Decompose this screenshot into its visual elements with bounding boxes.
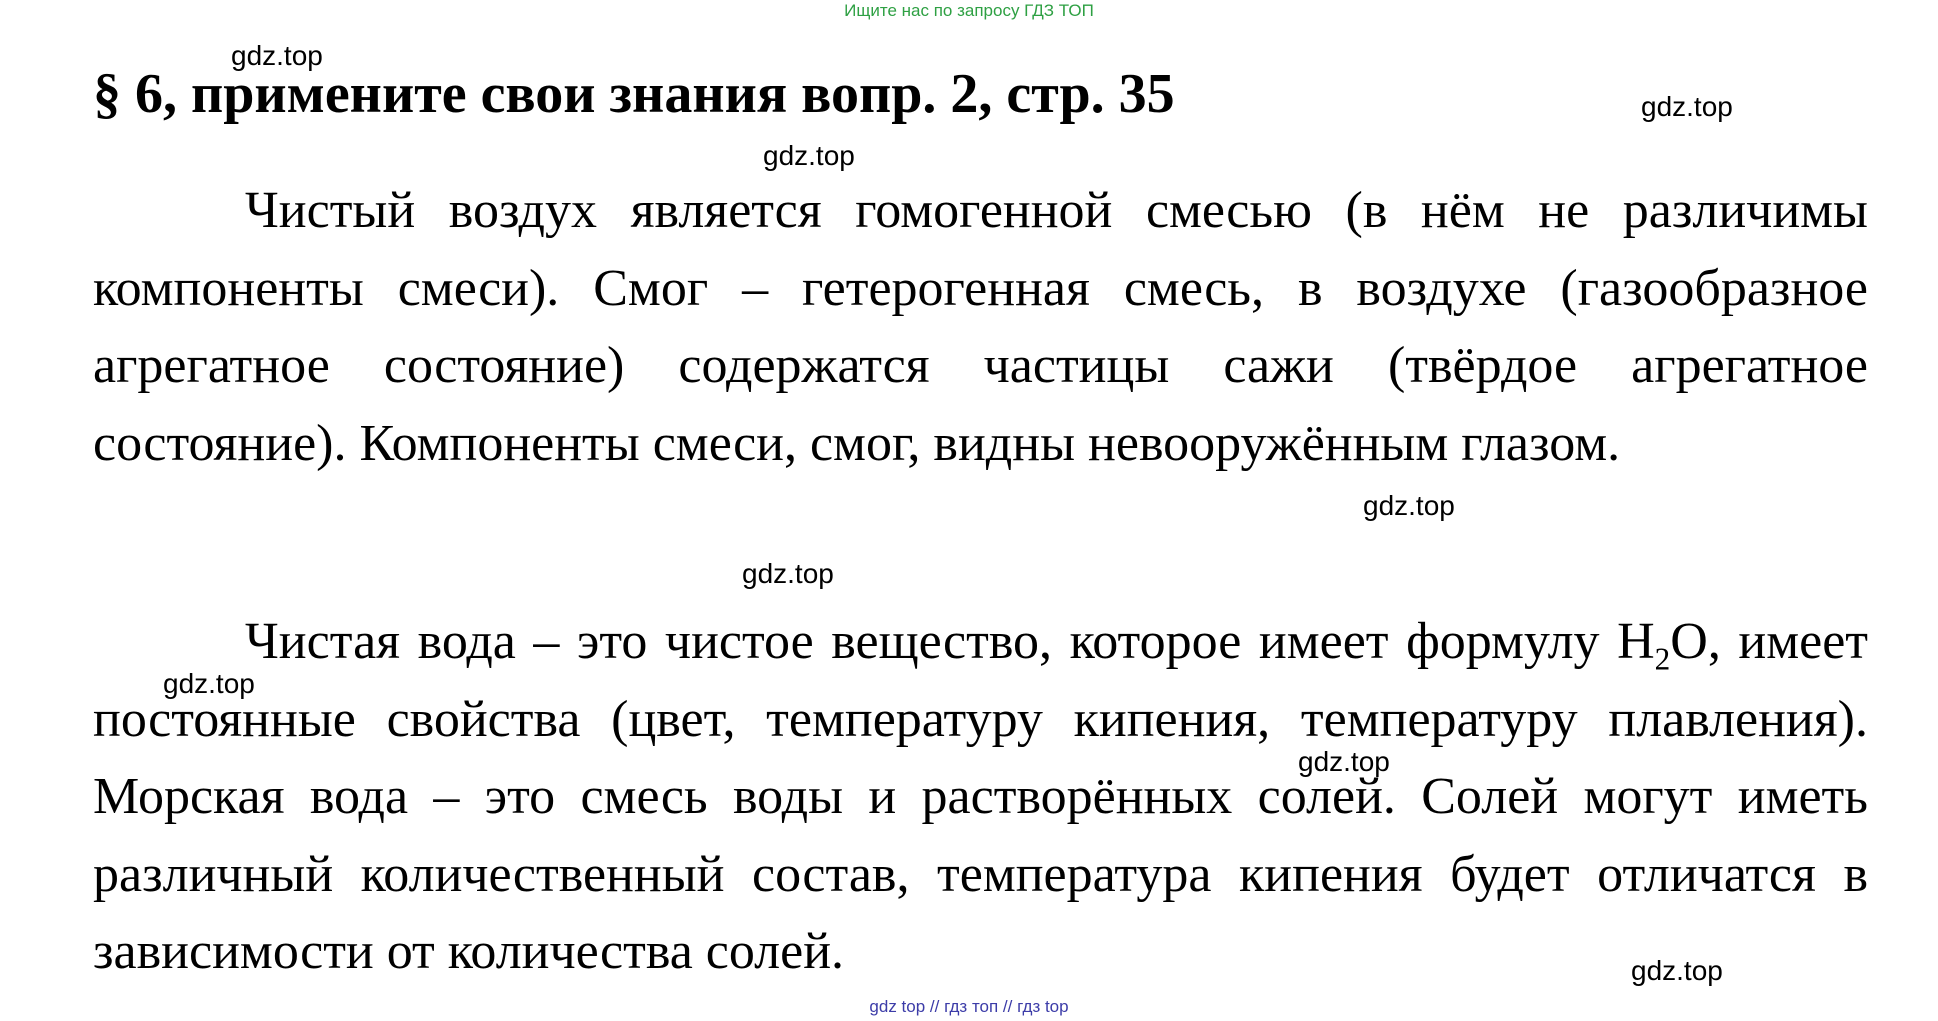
formula-subscript: 2 bbox=[1654, 641, 1671, 677]
watermark: gdz.top bbox=[1298, 746, 1390, 777]
watermark: gdz.top bbox=[742, 558, 834, 589]
watermark: gdz.top bbox=[1363, 490, 1455, 521]
page-title: § 6, примените свои знания вопр. 2, стр. 35 bbox=[93, 63, 1175, 125]
footer-watermark: gdz top // гдз топ // гдз top bbox=[869, 997, 1069, 1016]
watermark: gdz.top bbox=[1631, 955, 1723, 986]
watermark: gdz.top bbox=[763, 140, 855, 171]
watermark: gdz.top bbox=[1641, 91, 1733, 122]
watermark: gdz.top bbox=[163, 668, 255, 699]
answer-paragraph-2 bbox=[93, 603, 1868, 991]
paragraph-2-text-start: Чистая вода – это чистое вещество, которое имеет формулу H bbox=[245, 613, 1655, 670]
paragraph-2-text-end: O, имеет постоянные свойства (цвет, температуру кипения, температуру плавления). Морская вода – это смесь воды и растворённых солей. Солей могут иметь различный количественный состав, температура кипения будет отличатся в зависимости от количества солей. bbox=[93, 613, 1869, 980]
top-banner: Ищите нас по запросу ГДЗ ТОП bbox=[844, 1, 1094, 20]
watermark: gdz.top bbox=[231, 40, 323, 71]
answer-paragraph-1: Чистый воздух является гомогенной смесью (в нём не различимы компоненты смеси). Смог – гетерогенная смесь, в воздухе (газообразное агрегатное состояние) содержатся частицы сажи (твёрдое агрегатное состояние). Компоненты смеси, смог, видны невооружённым глазом. bbox=[93, 182, 1868, 472]
